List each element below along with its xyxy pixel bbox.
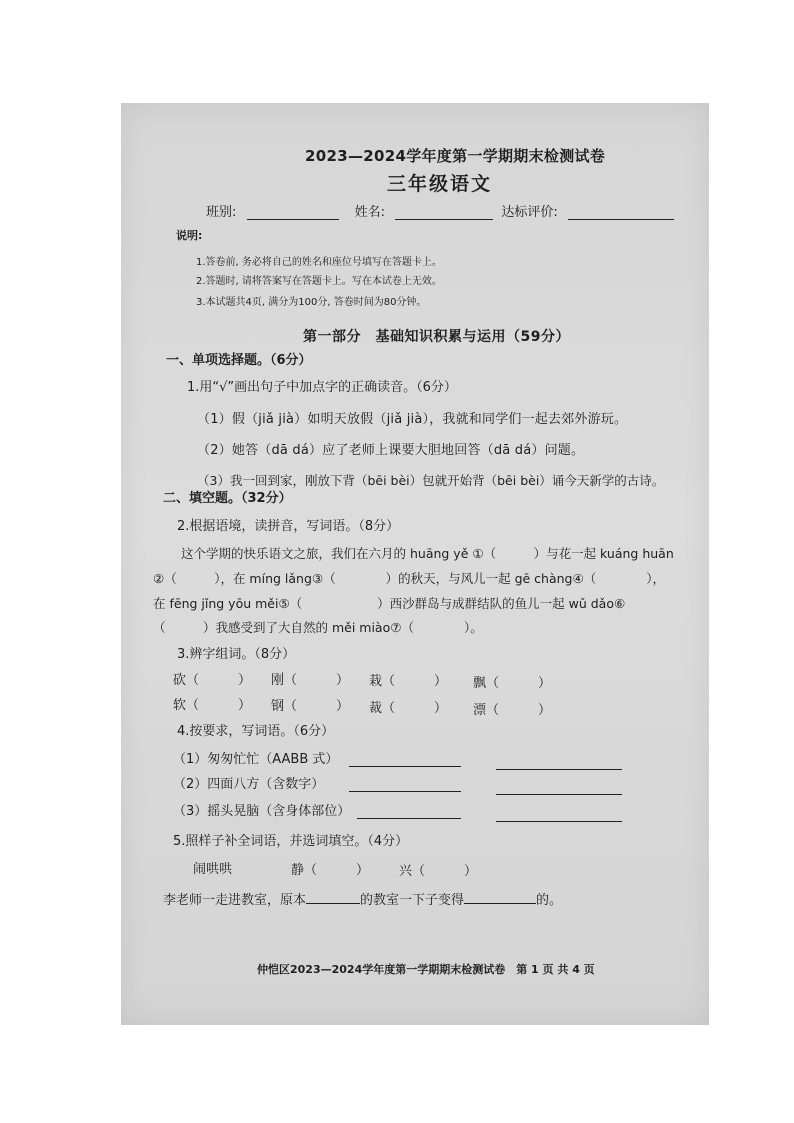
name-label: 姓名: [354,205,386,220]
answer-line[interactable] [306,891,360,904]
answer-line[interactable] [349,754,461,767]
q5-example: 闹哄哄 [193,862,233,877]
note-item: 1.答卷前, 务必将自己的姓名和座位号填写在答题卡上。 [196,257,442,268]
question-2: 2.根据语境，读拼音，写词语。（8分） [177,519,400,534]
passage-line[interactable]: （ ）我感受到了大自然的 měi miào⑦（ ）。 [153,620,483,635]
note-item: 2.答题时, 请将答案写在答题卡上。写在本试卷上无效。 [196,276,442,287]
section2-heading: 二、填空题。（32分） [163,491,292,506]
passage-line[interactable]: 在 fēng jǐng yōu měi⑤（ ）西沙群岛与成群结队的鱼儿一起 wǔ dǎo⑥ [153,596,626,611]
q5-sentence-part: 的教室一下子变得 [360,893,465,908]
question-1-item[interactable]: （2）她答（dā dá）应了老师上课要大胆地回答（dā dá）问题。 [197,443,585,458]
q3-cell[interactable]: 软（ ） [173,698,252,713]
part1-title: 第一部分 基础知识积累与运用（59分） [303,329,570,345]
q3-cell[interactable]: 砍（ ） [173,673,252,688]
eval-label: 达标评价: [501,205,558,220]
question-1: 1.用“√”画出句子中加点字的正确读音。（6分） [187,380,457,395]
name-blank[interactable] [395,205,493,220]
passage-line[interactable]: ②（ ），在 míng lǎng③（ ）的秋天，与风儿一起 gē chàng④（ ）， [153,571,665,586]
note-item: 3.本试题共4页, 满分为100分, 答卷时间为80分钟。 [196,297,427,308]
q5-sentence-part: 李老师一走进教室，原本 [163,893,307,908]
eval-blank[interactable] [568,205,674,220]
answer-line[interactable] [496,782,622,795]
info-row [206,201,674,220]
q3-cell[interactable]: 漂（ ） [473,703,552,718]
q3-cell[interactable]: 刚（ ） [271,673,350,688]
answer-line[interactable] [349,779,461,792]
notes-heading: 说明: [176,229,203,242]
question-4: 4.按要求，写词语。（6分） [177,724,335,739]
q5-sentence [163,889,562,908]
q4-item: （3）摇头晃脑（含身体部位） [173,804,351,819]
answer-line[interactable] [357,806,461,819]
exam-paper [121,103,709,1025]
question-3: 3.辨字组词。（8分） [177,647,296,662]
class-label: 班别: [206,205,237,220]
page-footer: 仲恺区2023—2024学年度第一学期期末检测试卷 第 1 页 共 4 页 [257,963,595,976]
q5-word[interactable]: 静（ ） [291,863,370,878]
exam-subtitle: 三年级语文 [387,173,493,195]
answer-line[interactable] [464,891,536,904]
exam-title: 2023—2024学年度第一学期期末检测试卷 [305,147,606,165]
passage-line[interactable]: 这个学期的快乐语文之旅，我们在六月的 huāng yě ①（ ）与花一起 kuáng huān [181,546,674,561]
question-1-item[interactable]: （3）我一回到家，刚放下背（bēi bèi）包就开始背（bēi bèi）诵今天新学的古诗。 [197,473,665,488]
q3-cell[interactable]: 钢（ ） [271,699,350,714]
q3-cell[interactable]: 裁（ ） [369,701,448,716]
q5-sentence-part: 的。 [536,893,563,908]
answer-line[interactable] [496,809,622,822]
q3-cell[interactable]: 飘（ ） [473,676,552,691]
q4-item: （1）匆匆忙忙（AABB 式） [173,752,339,767]
q5-word[interactable]: 兴（ ） [399,864,478,879]
answer-line[interactable] [496,757,622,770]
q3-cell[interactable]: 栽（ ） [369,674,448,689]
class-blank[interactable] [247,205,339,220]
q4-item: （2）四面八方（含数字） [173,777,325,792]
question-1-item[interactable]: （1）假（jiǎ jià）如明天放假（jiǎ jià），我就和同学们一起去郊外游玩。 [197,412,628,427]
section1-heading: 一、单项选择题。（6分） [166,353,312,368]
question-5: 5.照样子补全词语，并选词填空。（4分） [173,834,409,849]
